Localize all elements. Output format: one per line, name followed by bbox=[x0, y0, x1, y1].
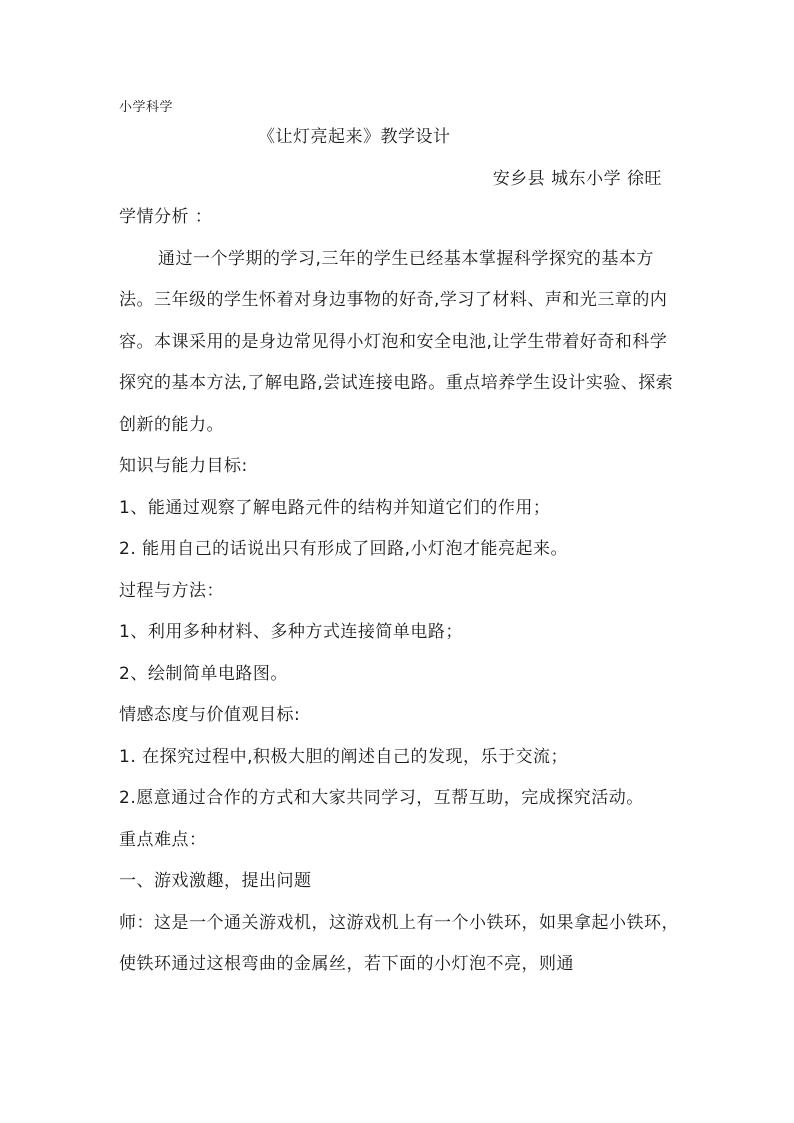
emotion-item-1: 1. 在探究过程中,积极大胆的阐述自己的发现，乐于交流； bbox=[119, 746, 569, 767]
emotion-heading: 情感态度与价值观目标: bbox=[119, 705, 301, 725]
game-section-heading: 一、游戏激趣，提出问题 bbox=[119, 871, 312, 891]
knowledge-item-2: 2. 能用自己的话说出只有形成了回路,小灯泡才能亮起来。 bbox=[119, 539, 569, 559]
analysis-heading: 学情分析 ： bbox=[119, 207, 213, 227]
author-line: 安乡县 城东小学 徐旺 bbox=[492, 169, 662, 189]
subject-label: 小学科学 bbox=[119, 100, 174, 115]
emotion-item-2: 2.愿意通过合作的方式和大家共同学习，互帮互助，完成探究活动。 bbox=[119, 788, 644, 808]
document-body bbox=[119, 197, 679, 986]
knowledge-heading: 知识与能力目标: bbox=[119, 456, 248, 476]
knowledge-item-1: 1、能通过观察了解电路元件的结构并知道它们的作用； bbox=[119, 497, 551, 518]
teacher-paragraph: 师：这是一个通关游戏机，这游戏机上有一个小铁环，如果拿起小铁环，使铁环通过这根弯曲的金属丝，若下面的小灯泡不亮，则通 bbox=[119, 912, 679, 974]
key-points-heading: 重点难点： bbox=[119, 829, 207, 850]
analysis-paragraph: 通过一个学期的学习,三年的学生已经基本掌握科学探究的基本方法。三年级的学生怀着对身边事物的好奇,学习了材料、声和光三章的内容。本课采用的是身边常见得小灯泡和安全电池,让学生带着好奇和科学探究的基本方法,了解电路,尝试连接电路。重点培养学生设计实验、探索创新的能力。 bbox=[119, 248, 674, 435]
process-item-2: 2、绘制简单电路图。 bbox=[119, 663, 288, 684]
document-title: 《让灯亮起来》教学设计 bbox=[258, 127, 451, 147]
process-item-1: 1、利用多种材料、多种方式连接简单电路； bbox=[119, 622, 463, 642]
process-heading: 过程与方法： bbox=[119, 580, 224, 601]
